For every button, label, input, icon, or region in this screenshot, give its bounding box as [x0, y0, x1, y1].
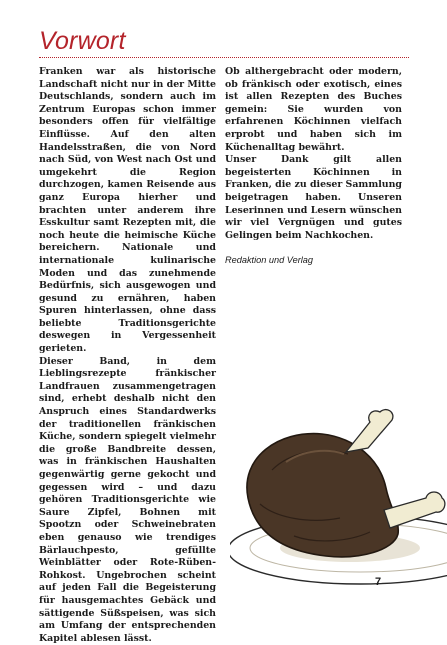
paragraph: Franken war als historische Landschaft nicht nur in der Mitte Deutschlands, sondern auch im Zentrum Europas schon immer besonders offen für vielfältige Einflüsse. Auf den alten Handelsstraßen, die von Nord nach Süd, von West nach Ost und umgekehrt die Region durchzogen, kamen Reisende aus ganz Europa hierher und brachten unter anderem ihre Esskultur samt Rezepten mit, die noch heute die heimische Küche bereichern. Nationale und internationale kulinarische Moden und das zunehmende Bedürfnis, sich ausgewogen und gesund zu ernähren, haben Spuren hinterlassen, ohne dass beliebte Traditionsgerichte deswegen in Vergessenheit gerieten. [39, 66, 216, 355]
upper-bone [346, 410, 393, 452]
paragraph: Ob althergebracht oder modern, ob fränkisch oder exotisch, eines ist allen Rezepten des Buches gemein: Sie wurden von erfahrenen Köchinnen vielfach erprobt und haben sich im Küchenalltag bewährt. [225, 66, 402, 153]
page-title: Vorwort [39, 27, 126, 55]
title-rule [39, 57, 409, 58]
left-text-column [39, 66, 216, 645]
paragraph: Dieser Band, in dem Lieblingsrezepte fränkischer Landfrauen zusammengetragen sind, erhebt deshalb nicht den Anspruch eines Standardwerks der traditionellen fränkischen Küche, sondern spiegelt vielmehr die große Bandbreite dessen, was in fränkischen Haushalten gegenwärtig gerne gekocht und gegessen wird – und dazu gehören Traditionsgerichte wie Saure Zipfel, Bohnen mit Spootzn oder Schweinebraten eben genauso wie trendiges Bärlauchpesto, gefüllte Weinblätter oder Rote-Rüben-Rohkost. Ungebrochen scheint auf jeden Fall die Begeisterung für hausgemachtes Gebäck und sättigende Süßspeisen, was sich am Umfang der entsprechenden Kapitel ablesen lässt. [39, 355, 216, 644]
signature: Redaktion und Verlag [225, 255, 314, 266]
page-number: 7 [375, 576, 382, 588]
roasted-pork-knuckle-on-plate-icon [230, 400, 447, 590]
right-text-column [225, 66, 402, 267]
paragraph: Unser Dank gilt allen begeisterten Köchinnen in Franken, die zu dieser Sammlung beigetragen haben. Unseren Leserinnen und Lesern wünschen wir viel Vergnügen und gutes Gelingen beim Nachkochen. [225, 154, 402, 241]
